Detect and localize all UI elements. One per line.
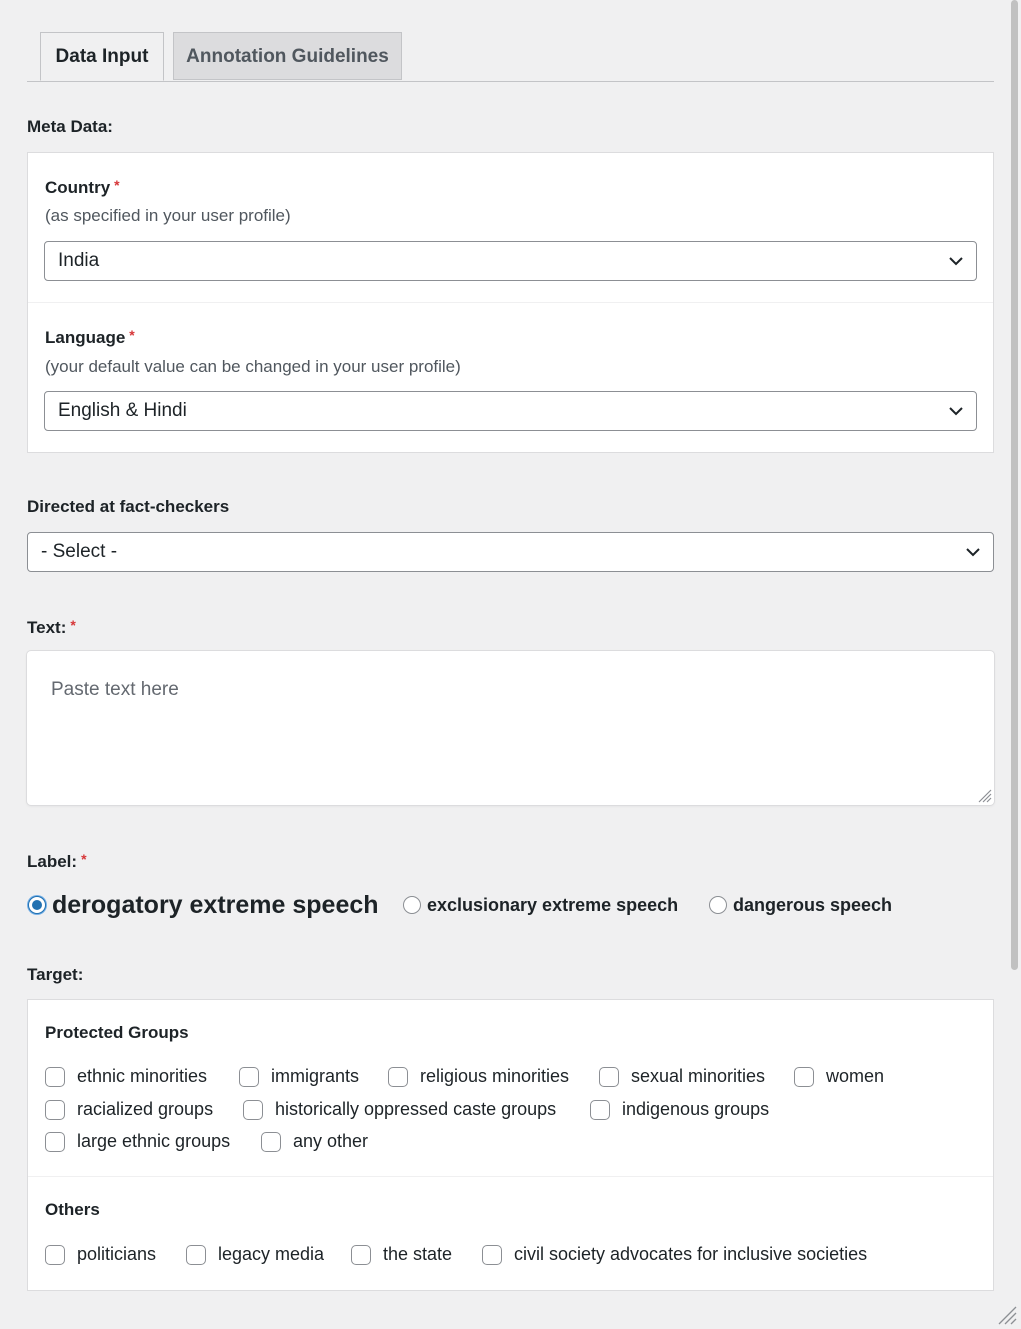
window-resize-icon[interactable] (993, 1301, 1017, 1325)
checkbox-label: historically oppressed caste groups (275, 1099, 557, 1119)
country-label-text: Country (45, 178, 111, 197)
language-select[interactable] (44, 391, 977, 431)
radio-exclusionary[interactable] (403, 888, 678, 922)
text-label (27, 617, 76, 638)
checkbox-label: civil society advocates for inclusive societies (514, 1244, 868, 1264)
required-marker: * (114, 177, 120, 193)
checkbox-icon[interactable] (794, 1067, 814, 1087)
country-select-value: India (58, 250, 100, 271)
checkbox-the-state[interactable] (351, 1244, 452, 1265)
panel-divider (28, 1176, 993, 1177)
meta-data-heading: Meta Data: (27, 117, 113, 136)
tab-data-input[interactable]: Data Input (40, 32, 164, 81)
checkbox-icon[interactable] (45, 1100, 65, 1120)
checkbox-icon[interactable] (243, 1100, 263, 1120)
radio-derogatory[interactable] (28, 888, 379, 922)
text-input[interactable] (27, 651, 994, 805)
chevron-down-icon (948, 405, 964, 417)
resize-grip-icon[interactable] (976, 787, 992, 803)
radio-label: exclusionary extreme speech (427, 894, 679, 915)
required-marker: * (70, 617, 76, 633)
language-help: (your default value can be changed in your user profile) (45, 357, 461, 376)
checkbox-icon[interactable] (590, 1100, 610, 1120)
radio-unselected-icon[interactable] (403, 896, 421, 914)
chevron-down-icon (948, 255, 964, 267)
checkbox-label: any other (293, 1131, 369, 1151)
checkbox-label: racialized groups (77, 1099, 214, 1119)
radio-unselected-icon[interactable] (709, 896, 727, 914)
target-heading: Target: (27, 965, 84, 984)
checkbox-caste-groups[interactable] (243, 1099, 556, 1120)
page-scrollbar[interactable] (1011, 0, 1018, 970)
checkbox-label: politicians (77, 1244, 157, 1264)
language-label-text: Language (45, 328, 126, 347)
country-select[interactable] (44, 241, 977, 281)
checkbox-label: legacy media (218, 1244, 325, 1264)
directed-select[interactable] (27, 532, 994, 572)
checkbox-ethnic-minorities[interactable] (45, 1066, 207, 1087)
checkbox-icon[interactable] (351, 1245, 371, 1265)
chevron-down-icon (965, 546, 981, 558)
checkbox-women[interactable] (794, 1066, 884, 1087)
checkbox-icon[interactable] (239, 1067, 259, 1087)
checkbox-legacy-media[interactable] (186, 1244, 324, 1265)
checkbox-label: sexual minorities (631, 1066, 766, 1086)
checkbox-label: large ethnic groups (77, 1131, 231, 1151)
required-marker: * (129, 327, 135, 343)
required-marker: * (81, 851, 87, 867)
checkbox-immigrants[interactable] (239, 1066, 359, 1087)
radio-label: dangerous speech (733, 894, 893, 915)
language-select-value: English & Hindi (58, 400, 187, 421)
checkbox-politicians[interactable] (45, 1244, 156, 1265)
checkbox-indigenous-groups[interactable] (590, 1099, 769, 1120)
directed-label: Directed at fact-checkers (27, 497, 230, 516)
label-heading (27, 851, 87, 872)
label-heading-text: Label: (27, 852, 78, 871)
checkbox-any-other[interactable] (261, 1131, 368, 1152)
checkbox-icon[interactable] (261, 1132, 281, 1152)
checkbox-civil-society[interactable] (482, 1244, 867, 1265)
tab-annotation-guidelines[interactable]: Annotation Guidelines (173, 32, 402, 80)
checkbox-label: indigenous groups (622, 1099, 770, 1119)
checkbox-racialized-groups[interactable] (45, 1099, 213, 1120)
tab-bar (27, 32, 994, 82)
checkbox-icon[interactable] (482, 1245, 502, 1265)
others-title: Others (45, 1200, 100, 1219)
text-label-text: Text: (27, 618, 67, 637)
checkbox-religious-minorities[interactable] (388, 1066, 569, 1087)
meta-data-panel (27, 152, 994, 453)
checkbox-icon[interactable] (45, 1245, 65, 1265)
radio-label: derogatory extreme speech (52, 890, 379, 919)
target-panel (27, 999, 994, 1291)
checkbox-label: the state (383, 1244, 453, 1264)
country-label (45, 177, 120, 198)
directed-select-value: - Select - (41, 541, 118, 562)
checkbox-label: immigrants (271, 1066, 360, 1086)
text-placeholder: Paste text here (51, 679, 179, 700)
language-label (45, 327, 135, 348)
checkbox-icon[interactable] (45, 1067, 65, 1087)
checkbox-label: ethnic minorities (77, 1066, 208, 1086)
checkbox-large-ethnic-groups[interactable] (45, 1131, 230, 1152)
checkbox-icon[interactable] (388, 1067, 408, 1087)
radio-selected-icon[interactable] (28, 896, 46, 914)
country-help: (as specified in your user profile) (45, 206, 291, 225)
protected-groups-title: Protected Groups (45, 1023, 189, 1042)
checkbox-icon[interactable] (599, 1067, 619, 1087)
radio-dangerous[interactable] (709, 888, 892, 922)
checkbox-icon[interactable] (186, 1245, 206, 1265)
checkbox-label: women (826, 1066, 885, 1086)
panel-divider (28, 302, 993, 303)
checkbox-label: religious minorities (420, 1066, 570, 1086)
checkbox-icon[interactable] (45, 1132, 65, 1152)
label-radio-group (27, 888, 994, 922)
checkbox-sexual-minorities[interactable] (599, 1066, 765, 1087)
